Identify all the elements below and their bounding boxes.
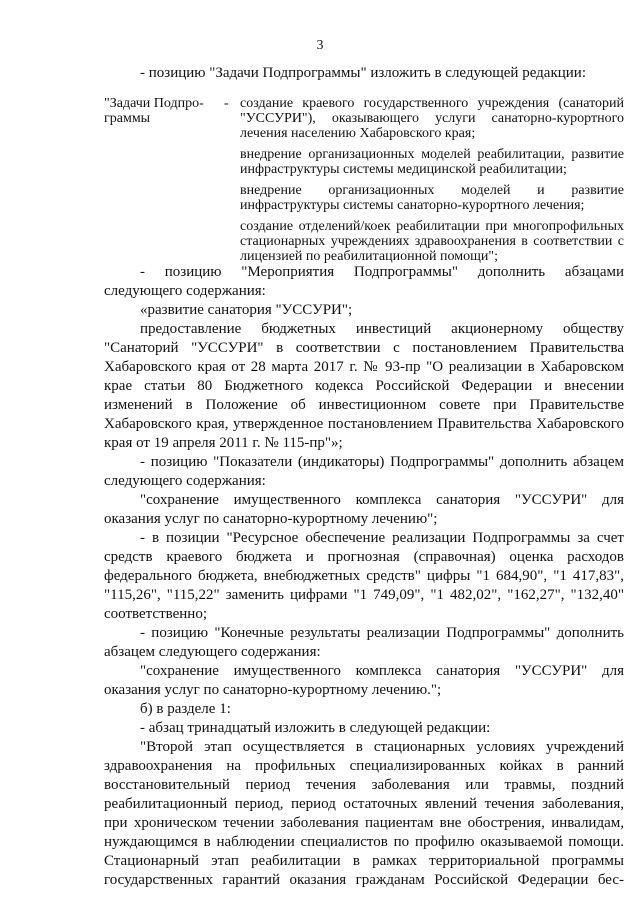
paragraph: "Второй этап осуществляется в стационарных условиях учреждений здравоохранения на профильных специализированных койках в ранний восстановительный период течения заболевания или травмы, поздний реабилитационный период, период остаточных явлений течения заболевания, при хроническом течении заболевания пациентам вне обострения, инвалидам, нуждающимся в наблюдении специалистов по профилю оказываемой помощи. Стационарный этап реабилитации в рамках территориальной программы государственных гарантий оказания гражданам Российской Федерации бес-: [104, 739, 624, 888]
paragraph: "сохранение имущественного комплекса санатория "УССУРИ" для оказания услуг по санаторно-курортному лечению.";: [104, 663, 624, 698]
paragraph: - позицию "Конечные результаты реализации Подпрограммы" дополнить абзацем следующего содержания:: [104, 625, 624, 660]
paragraph: - позицию "Показатели (индикаторы) Подпрограммы" дополнить абзацем следующего содержания:: [104, 454, 624, 489]
body-text: [104, 263, 624, 890]
intro-line: - позицию "Задачи Подпрограммы" изложить в следующей редакции:: [140, 65, 586, 81]
paragraph: "сохранение имущественного комплекса санатория "УССУРИ" для оказания услуг по санаторно-курортному лечению";: [104, 492, 624, 527]
paragraph: - позицию "Мероприятия Подпрограммы" дополнить абзацами следующего содержания:: [104, 264, 624, 299]
page-number: 3: [316, 38, 324, 53]
tasks-items: [240, 96, 624, 270]
task-item: создание отделений/коек реабилитации при многопрофильных стационарных учреждениях здравоохранения в соответствии с лицензией по реабилитационной помощи";: [240, 219, 624, 264]
paragraph: б) в разделе 1:: [140, 701, 231, 717]
tasks-dash: -: [224, 96, 229, 111]
task-item: создание краевого государственного учреждения (санаторий "УССУРИ"), оказывающего услуги санаторно-курортного лечения населению Хабаровского края;: [240, 96, 624, 141]
paragraph: - в позиции "Ресурсное обеспечение реализации Подпрограммы за счет средств краевого бюджета и прогнозная (справочная) оценка расходов федерального бюджета, внебюджетных средств" цифры "1 684,90", "1 417,83", "115,26", "115,22" заменить цифрами "1 749,09", "1 482,02", "162,27", "132,40" соответственно;: [104, 530, 624, 622]
paragraph: - абзац тринадцатый изложить в следующей редакции:: [140, 720, 491, 736]
task-item: внедрение организационных моделей и развитие инфраструктуры системы санаторно-курортного лечения;: [240, 183, 624, 213]
task-item: внедрение организационных моделей реабилитации, развитие инфраструктуры системы медицинской реабилитации;: [240, 147, 624, 177]
paragraph: предоставление бюджетных инвестиций акционерному обществу "Санаторий "УССУРИ" в соответствии с постановлением Правительства Хабаровского края от 28 марта 2017 г. № 93-пр "О реализации в Хабаровском крае статьи 80 Бюджетного кодекса Российской Федерации и внесении изменений в Положение об инвестиционном совете при Правительстве Хабаровского края, утвержденное постановлением Правительства Хабаровского края от 19 апреля 2011 г. № 115-пр"»;: [104, 321, 624, 451]
paragraph: «развитие санатория "УССУРИ";: [140, 302, 353, 318]
tasks-label: "Задачи Подпро-граммы: [104, 96, 204, 126]
